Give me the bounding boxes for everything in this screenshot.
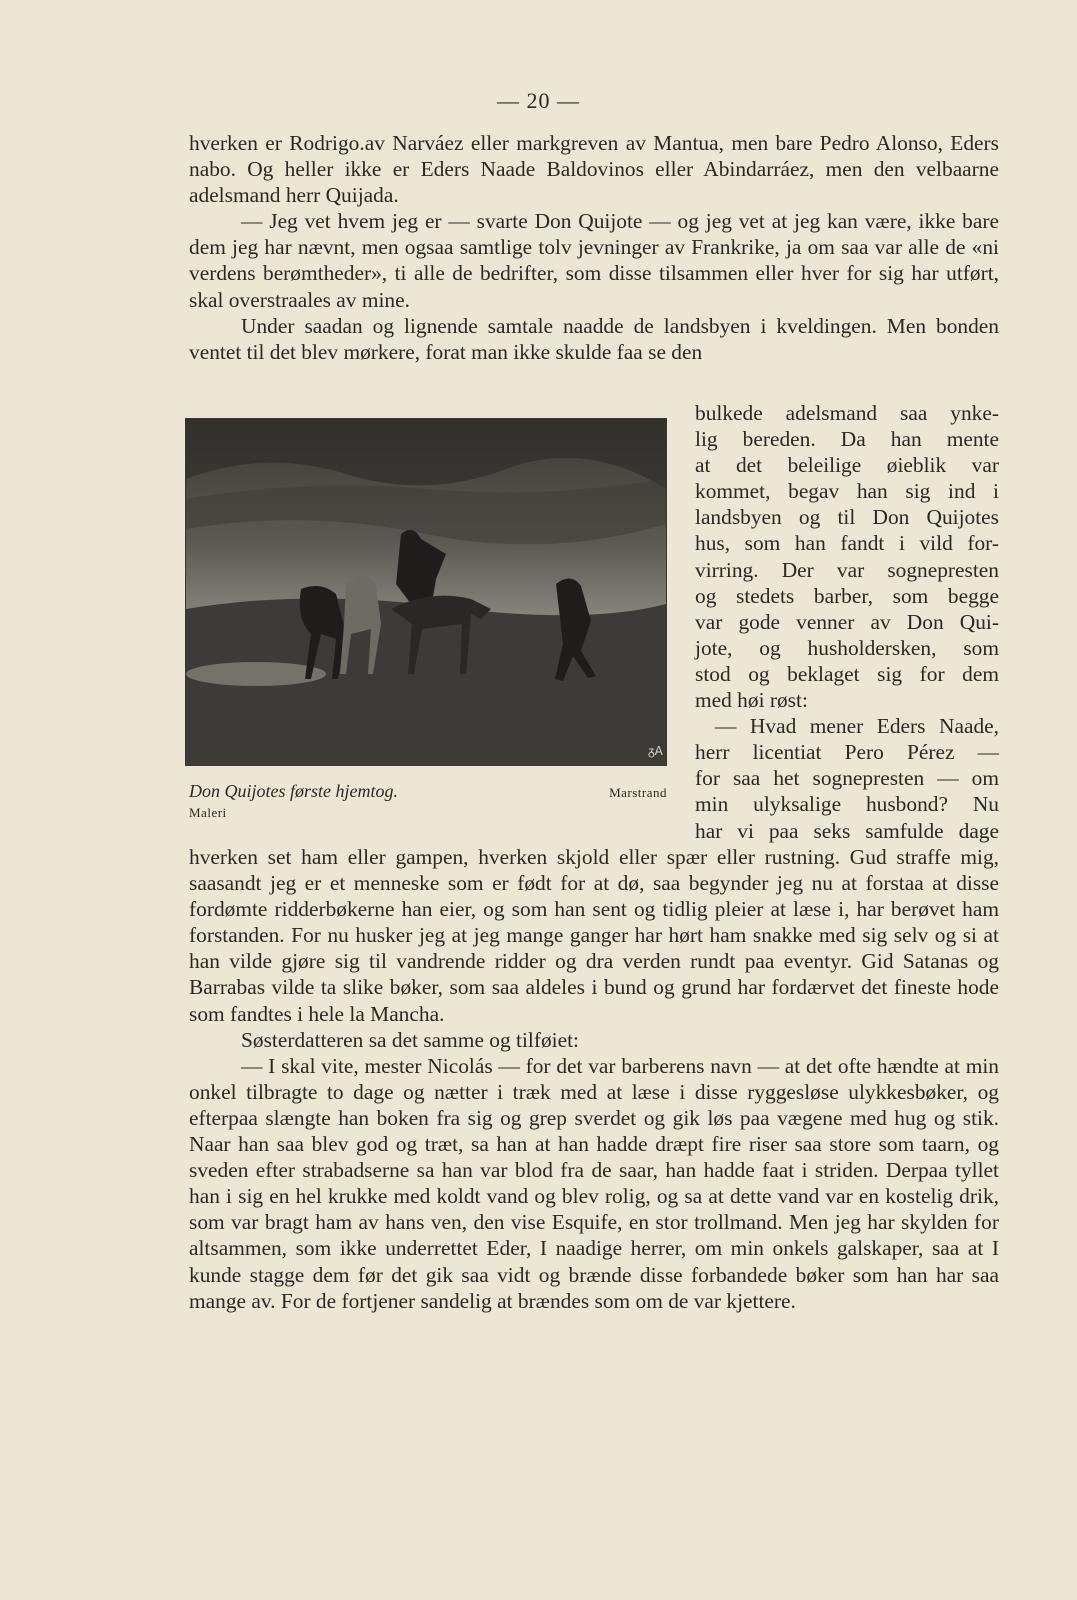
column-line: herr licentiat Pero Pérez — [695, 740, 999, 765]
side-column-text [695, 400, 999, 844]
column-line: jote, og husholdersken, som [695, 635, 999, 660]
illustration [185, 418, 667, 766]
column-line: bulkede adelsmand saa ynke- [695, 401, 999, 425]
caption-title: Don Quijotes første hjemtog. [189, 781, 398, 801]
column-line: at det beleilige øieblik var [695, 453, 999, 478]
column-line: for saa het sognepresten — om [695, 766, 999, 791]
column-line: kommet, begav han sig ind i [695, 479, 999, 504]
caption-medium: Maleri [189, 805, 227, 820]
monogram-signature: ᵹA [648, 744, 663, 758]
column-line: hus, som han fandt i vild for- [695, 531, 999, 556]
paragraph: Søsterdatteren sa det samme og tilføiet: [241, 1027, 579, 1052]
paragraph: hverken er Rodrigo.av Narváez eller markgreven av Mantua, men bare Pedro Alonso, Eders nabo. Og heller ikke er Eders Naade Baldovinos eller Abindarráez, men den velbaarne adelsmand herr Quijada. [189, 131, 999, 208]
paragraph: — I skal vite, mester Nicolás — for det var barberens navn — at det ofte hændte at min onkel tilbragte to dage og nætter i træk med at læse i disse ryggesløse ulykkesbøker, og efterpaa slængte han boken fra sig og grep sverdet og gik løs paa vægene med hug og stik. Naar han saa blev god og træt, sa han at han hadde dræpt fire riser saa store som taarn, og sveden efter strabadserne sa han var blod fra de saar, han hadde faat i striden. Derpaa tyllet han i sig en hel krukke med koldt vand og blev rolig, og sa at dette vand var en kostelig drik, som var bragt ham av hans ven, den vise Esquife, en stor trollmand. Men jeg har skylden for altsammen, som ikke underrettet Eder, I naadige herrer, om min onkels galskaper, saa at I kunde stagge dem før det gik saa vidt og brænde disse forbandede bøker som han har saa mange av. For de fortjener sandelig at brændes som om de var kjettere. [189, 1053, 999, 1313]
paragraph: — Jeg vet hvem jeg er — svarte Don Quijote — og jeg vet at jeg kan være, ikke bare dem jeg har nævnt, men ogsaa samtlige tolv jevninger av Frankrike, ja om saa var alle de «ni verdens berømtheder», ti alle de bedrifter, som disse tilsammen eller hver for sig har utført, skal overstraales av mine. [189, 209, 999, 312]
column-line: var gode venner av Don Qui- [695, 609, 999, 634]
caption-artist: Marstrand [609, 785, 667, 800]
column-line: har vi paa seks samfulde dage [695, 818, 999, 843]
side-column-lines [695, 400, 999, 844]
column-line: — Hvad mener Eders Naade, [715, 714, 999, 739]
column-line: min ulyksalige husbond? Nu [695, 792, 999, 817]
paragraph: Under saadan og lignende samtale naadde de landsbyen i kveldingen. Men bonden ventet til det blev mørkere, forat man ikke skulde faa se den [189, 313, 999, 364]
column-line: virring. Der var sognepresten [695, 557, 999, 582]
bottom-text-block [189, 844, 999, 1314]
figure-caption [189, 780, 667, 824]
page-number: — 20 — [497, 88, 580, 113]
column-line: og stedets barber, som begge [695, 583, 999, 608]
column-line: med høi røst: [695, 688, 808, 713]
top-text-block [189, 130, 999, 365]
column-line: landsbyen og til Don Quijotes [695, 505, 999, 530]
column-line: lig bereden. Da han mente [695, 427, 999, 452]
paragraph: hverken set ham eller gampen, hverken skjold eller spær eller rustning. Gud straffe mig, saasandt jeg er et menneske som er født for at dø, saa begynder jeg nu at forstaa at disse fordømte ridderbøkerne han eier, og som han sent og tidlig pleier at læse i, har berøvet ham forstanden. For nu husker jeg at jeg mange ganger har hørt ham snakke med sig selv og si at han vilde gjøre sig til vandrende ridder og dra verden rundt paa eventyr. Gid Satanas og Barrabas vilde ta slike bøker, som saa aldeles i bund og grund har fordærvet det fineste hode som fandtes i hele la Mancha. [189, 845, 999, 1026]
painting-image [186, 419, 666, 765]
column-line: stod og beklaget sig for dem [695, 661, 999, 686]
